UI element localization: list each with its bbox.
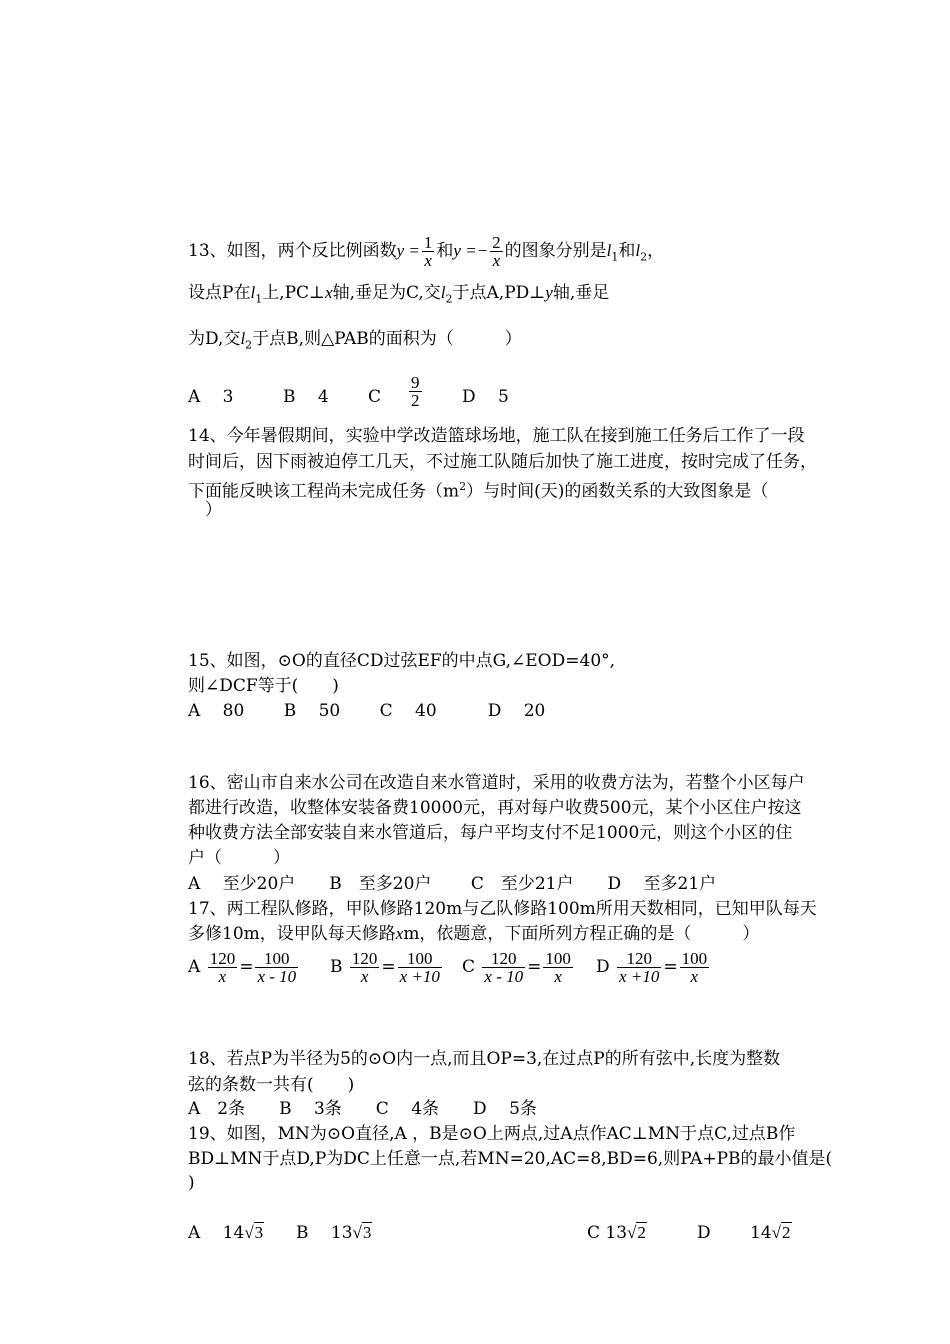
q18-line1: 18、若点P为半径为5的⊙O内一点,而且OP=3,在过点P的所有弦中,长度为整数	[188, 1049, 781, 1069]
q17-line2	[188, 923, 759, 945]
q13-option-c: C	[368, 387, 382, 407]
q19-line2: BD⊥MN于点D,P为DC上任意一点,若MN=20,AC=8,BD=6,则PA+PB的最小值是(	[188, 1149, 833, 1169]
q13-line1	[188, 234, 664, 269]
equals-sign: =	[381, 957, 396, 977]
frac-num: 9	[411, 373, 420, 392]
q16-line1: 16、密山市自来水公司在改造自来水管道时，采用的收费方法为，若整个小区每户	[188, 773, 805, 793]
frac-den: x	[218, 967, 227, 986]
x-var: x	[325, 283, 333, 302]
q13-frac1	[422, 234, 435, 269]
frac-den: x	[424, 251, 432, 270]
q19-option-d	[697, 1222, 792, 1244]
q13-text: 轴,垂足为C,交	[332, 283, 441, 303]
q14-line3	[188, 476, 768, 503]
q14-line1: 14、今年暑假期间，实验中学改造篮球场地，施工队在接到施工任务后工作了一段	[188, 426, 805, 446]
frac	[680, 950, 710, 985]
frac-num: 1	[423, 233, 433, 252]
root-sign: √	[352, 1223, 362, 1242]
frac	[409, 374, 422, 409]
equals-sign: =	[239, 957, 254, 977]
frac-den: x	[554, 967, 562, 986]
frac-num: 120	[209, 949, 236, 968]
frac-den: x +10	[619, 967, 660, 986]
q19-line1: 19、如图，MN为⊙O直径,A ，B是⊙O上两点,过A点作AC⊥MN于点C,过点B作	[188, 1124, 796, 1144]
sqrt	[772, 1222, 792, 1242]
q13-text: 轴,垂足	[552, 283, 610, 303]
frac-num: 100	[545, 949, 571, 968]
frac	[482, 950, 525, 985]
q13-text: 为D,交	[188, 329, 241, 349]
radicand: 2	[637, 1223, 646, 1242]
sqrt	[353, 1222, 373, 1242]
q17-option-d	[596, 950, 711, 985]
q13-and: 和	[436, 241, 454, 261]
radicand: 3	[254, 1223, 264, 1242]
q16-options: A 至少20户 B 至多20户 C 至少21户 D 至多21户	[188, 874, 717, 894]
root-sign: √	[627, 1223, 637, 1242]
l2-sub: 2	[245, 338, 253, 352]
frac	[255, 950, 298, 985]
q17-line1: 17、两工程队修路，甲队修路120m与乙队修路100m所用天数相同，已知甲队每天	[188, 899, 817, 919]
q18-options: A 2条 B 3条 C 4条 D 5条	[188, 1099, 537, 1119]
frac-den: x	[360, 967, 369, 986]
x-var: x	[395, 924, 404, 943]
q19-option-label: C 13	[587, 1223, 628, 1243]
frac	[208, 950, 238, 985]
q18-line2: 弦的条数一共有( )	[188, 1075, 355, 1095]
q13-text: 设点P在	[188, 283, 251, 303]
l2-sub: 2	[640, 250, 648, 264]
q17-option-c	[462, 950, 575, 985]
q17-option-label: C	[462, 957, 476, 977]
q19-option-label: D 14	[697, 1223, 772, 1243]
frac-num: 120	[482, 950, 525, 968]
frac-den: x +10	[399, 967, 440, 986]
q16-line4: 户（ ）	[188, 848, 290, 868]
frac-num: 100	[398, 950, 442, 968]
q19-option-label: B 13	[296, 1223, 353, 1243]
q17-option-label: B	[330, 957, 343, 977]
frac-den: x	[690, 967, 699, 986]
q15-line1: 15、如图，⊙O的直径CD过弦EF的中点G,∠EOD=40°,	[188, 651, 616, 671]
q13-option-b: B 4	[283, 387, 329, 407]
q16-line2: 都进行改造，收整体安装备费10000元，再对每户收费500元，某个小区住户按这	[188, 798, 802, 818]
frac-num: 100	[255, 950, 298, 968]
q13-option-d: D 5	[462, 387, 509, 407]
q15-line2: 则∠DCF等于( )	[188, 676, 339, 696]
root-sign: √	[244, 1223, 254, 1242]
q14-line2: 时间后，因下雨被迫停工几天，不过施工队随后加快了施工进度，按时完成了任务，	[188, 452, 817, 472]
q14-line4: ）	[188, 500, 222, 520]
q17-text: m，依题意，下面所列方程正确的是（ ）	[403, 924, 760, 944]
q19-option-a	[188, 1222, 264, 1244]
equals-sign: =	[663, 957, 678, 977]
l1-var: l	[250, 283, 256, 302]
q13-text: 的图象分别是	[504, 241, 607, 261]
q14-text: 下面能反映该工程尚未完成任务（m	[188, 481, 460, 502]
q13-option-a: A 3	[188, 387, 234, 407]
frac	[398, 950, 442, 985]
q13-and2: 和	[618, 241, 636, 261]
q13-text: 13、如图，两个反比例函数	[188, 241, 397, 261]
q13-line3	[188, 328, 522, 356]
q17-option-label: A	[188, 957, 201, 977]
frac-den: x - 10	[257, 967, 297, 986]
l2-var: l	[440, 283, 446, 302]
frac-num: 100	[681, 949, 708, 968]
q14-sup: 2	[459, 480, 467, 493]
l2-var: l	[635, 241, 641, 260]
sqrt	[244, 1222, 264, 1242]
l2-var: l	[240, 329, 246, 348]
frac	[350, 950, 380, 985]
frac-den: x - 10	[484, 967, 524, 986]
frac	[543, 950, 573, 985]
frac-den: 2	[411, 391, 420, 410]
q19-line3: )	[188, 1173, 195, 1193]
q15-options: A 80 B 50 C 40 D 20	[188, 701, 546, 721]
sqrt	[627, 1222, 647, 1242]
l1-sub: 1	[611, 250, 619, 264]
radicand: 3	[362, 1223, 372, 1242]
q19-option-b	[296, 1222, 372, 1244]
equals-sign: =	[527, 957, 542, 977]
q17-option-label: D	[596, 957, 610, 977]
q13-option-c-frac	[407, 374, 424, 409]
frac-num: 2	[492, 233, 501, 252]
l1-var: l	[606, 241, 612, 260]
frac-den: x	[492, 251, 501, 270]
q13-y1: y =	[396, 241, 420, 260]
q17-option-a	[188, 950, 300, 985]
q17-text: 多修10m，设甲队每天修路	[188, 924, 396, 944]
q13-line2	[188, 282, 609, 310]
q19-option-c	[587, 1222, 647, 1244]
q14-text: ）与时间(天)的函数关系的大致图象是（	[466, 481, 769, 502]
q16-line3: 种收费方法全部安装自来水管道后，每户平均支付不足1000元，则这个小区的住	[188, 823, 793, 843]
q13-y2: y =−	[453, 241, 489, 260]
radicand: 2	[782, 1223, 791, 1242]
l2-sub: 2	[445, 292, 453, 306]
root-sign: √	[771, 1223, 782, 1242]
frac	[617, 950, 661, 985]
y-var: y	[545, 283, 553, 302]
l1-sub: 1	[255, 292, 263, 306]
q13-text: 于点B,则△PAB的面积为（ ）	[252, 329, 522, 349]
q13-text: 上,PC⊥	[262, 283, 326, 303]
q17-option-b	[330, 950, 444, 985]
frac-num: 120	[617, 950, 661, 968]
q13-text: 于点A,PD⊥	[452, 283, 546, 303]
q13-frac2	[490, 234, 503, 269]
frac-num: 120	[351, 949, 378, 968]
q13-comma: ，	[647, 241, 665, 261]
q19-option-label: A 14	[188, 1223, 245, 1243]
